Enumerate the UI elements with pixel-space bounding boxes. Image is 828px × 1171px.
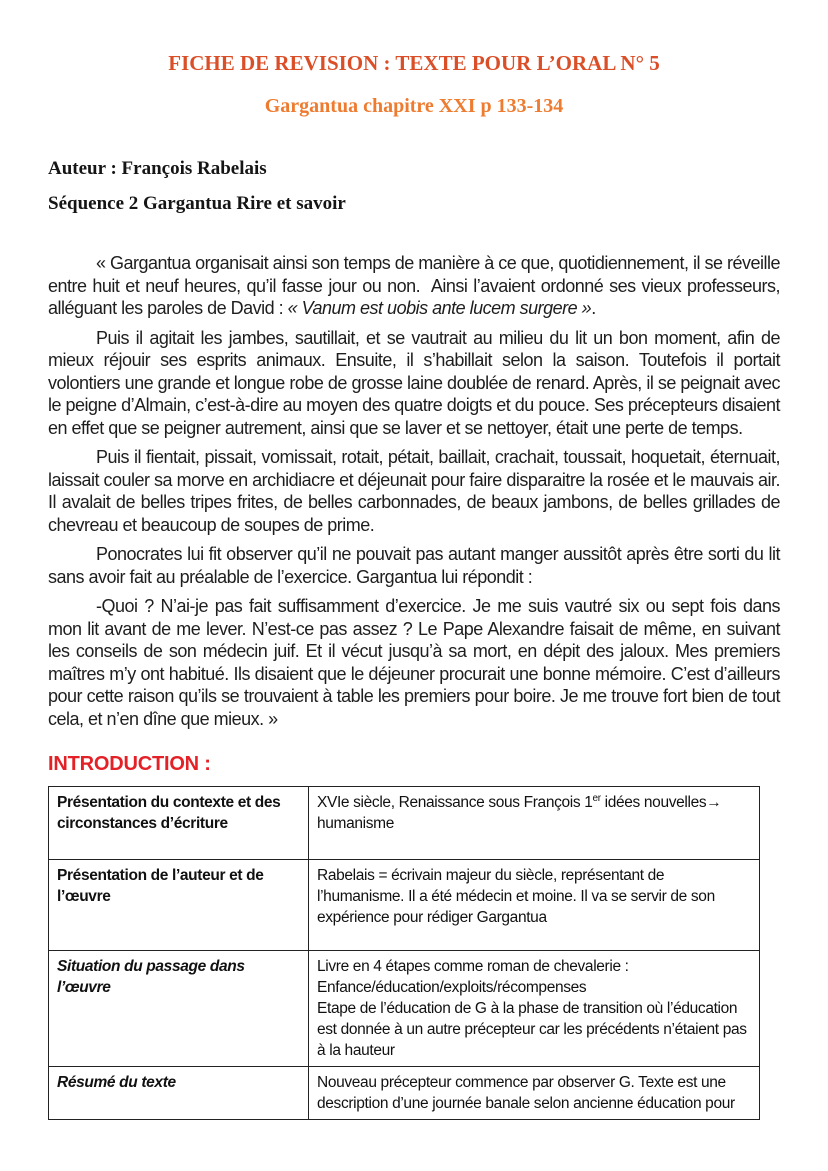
introduction-heading: INTRODUCTION : bbox=[48, 753, 211, 775]
paragraph-text: . bbox=[591, 298, 596, 318]
row-value-cell: Nouveau précepteur commence par observer G. Texte est une description d’une journée banale selon ancienne éducation pour bbox=[309, 1067, 760, 1120]
row-label-cell: Présentation de l’auteur et de l’œuvre bbox=[49, 860, 309, 951]
value-line: Etape de l’éducation de G à la phase de transition où l’éducation est donnée à un autre précepteur car les précédents n’étaient pas à la hauteur bbox=[317, 1000, 747, 1059]
value-text: idées nouvelles→ humanisme bbox=[317, 794, 722, 832]
value-line: Livre en 4 étapes comme roman de chevalerie : bbox=[317, 958, 629, 975]
document-subtitle: Gargantua chapitre XXI p 133-134 bbox=[264, 95, 564, 117]
excerpt-paragraph-3: Puis il fientait, pissait, vomissait, rotait, pétait, baillait, crachait, toussait, hoquetait, éternuait, laissait couler sa morve en archidiacre et déjeunait pour faire disparaitre la rosée et le mauvais air. Il avalait de belles tripes frites, de belles carbonnades, de beaux jambons, de belles grillades de chevreau et beaucoup de soupes de prime. bbox=[48, 447, 780, 535]
paragraph-text: « Gargantua organisait ainsi son temps de manière à ce que, quotidiennement, il se réveille entre huit et neuf heures, qu’il fasse jour ou non. Ainsi l’avaient ordonné ses vieux professeurs, alléguant les paroles de David : bbox=[48, 253, 780, 318]
row-value-cell: Rabelais = écrivain majeur du siècle, représentant de l’humanisme. Il a été médecin et moine. Il va se servir de son expérience pour rédiger Gargantua bbox=[309, 860, 760, 951]
row-label-cell: Situation du passage dans l’œuvre bbox=[49, 951, 309, 1067]
excerpt-paragraph-1 bbox=[48, 252, 780, 320]
value-line: Enfance/éducation/exploits/récompenses bbox=[317, 979, 587, 996]
value-text: XVIe siècle, Renaissance sous François 1 bbox=[317, 794, 593, 811]
row-value-cell bbox=[309, 787, 760, 860]
table-row bbox=[49, 860, 760, 951]
ordinal-superscript: er bbox=[592, 792, 601, 804]
excerpt-block bbox=[48, 252, 780, 730]
row-label-cell: Résumé du texte bbox=[49, 1067, 309, 1120]
meta-block bbox=[48, 158, 780, 215]
author-line: Auteur : François Rabelais bbox=[48, 158, 267, 179]
table-row bbox=[49, 951, 760, 1067]
latin-quote: « Vanum est uobis ante lucem surgere » bbox=[287, 298, 592, 318]
row-label-cell: Présentation du contexte et des circonstances d’écriture bbox=[49, 787, 309, 860]
introduction-table bbox=[48, 786, 760, 1120]
sequence-line: Séquence 2 Gargantua Rire et savoir bbox=[48, 193, 346, 214]
row-value-cell bbox=[309, 951, 760, 1067]
excerpt-paragraph-5: -Quoi ? N’ai-je pas fait suffisamment d’exercice. Je me suis vautré six ou sept fois dans mon lit avant de me lever. N’est-ce pas assez ? Le Pape Alexandre faisait de même, en suivant les conseils de son médecin juif. Et il vécut jusqu’à sa mort, en dépit des jaloux. Mes premiers maîtres m’y ont habitué. Ils disaient que le déjeuner procurait une bonne mémoire. C’est d’ailleurs pour cette raison qu’ils se trouvaient à table les premiers pour boire. Je me trouve fort bien de tout cela, et n’en dîne que mieux. » bbox=[48, 596, 780, 729]
excerpt-paragraph-2: Puis il agitait les jambes, sautillait, et se vautrait au milieu du lit un bon moment, afin de mieux réjouir ses esprits animaux. Ensuite, il s’habillait selon la saison. Toutefois il portait volontiers une grande et longue robe de grosse laine doublée de renard. Après, il se peignait avec le peigne d’Almain, c’est-à-dire au moyen des quatre doigts et du pouce. Ses précepteurs disaient en effet que se peigner autrement, ainsi que se laver et se nettoyer, était une perte de temps. bbox=[48, 327, 780, 438]
table-row bbox=[49, 1067, 760, 1120]
table-row bbox=[49, 787, 760, 860]
document-title: FICHE DE REVISION : TEXTE POUR L’ORAL N° 5 bbox=[168, 51, 660, 75]
excerpt-paragraph-4: Ponocrates lui fit observer qu’il ne pouvait pas autant manger aussitôt après être sorti du lit sans avoir fait au préalable de l’exercice. Gargantua lui répondit : bbox=[48, 544, 780, 587]
